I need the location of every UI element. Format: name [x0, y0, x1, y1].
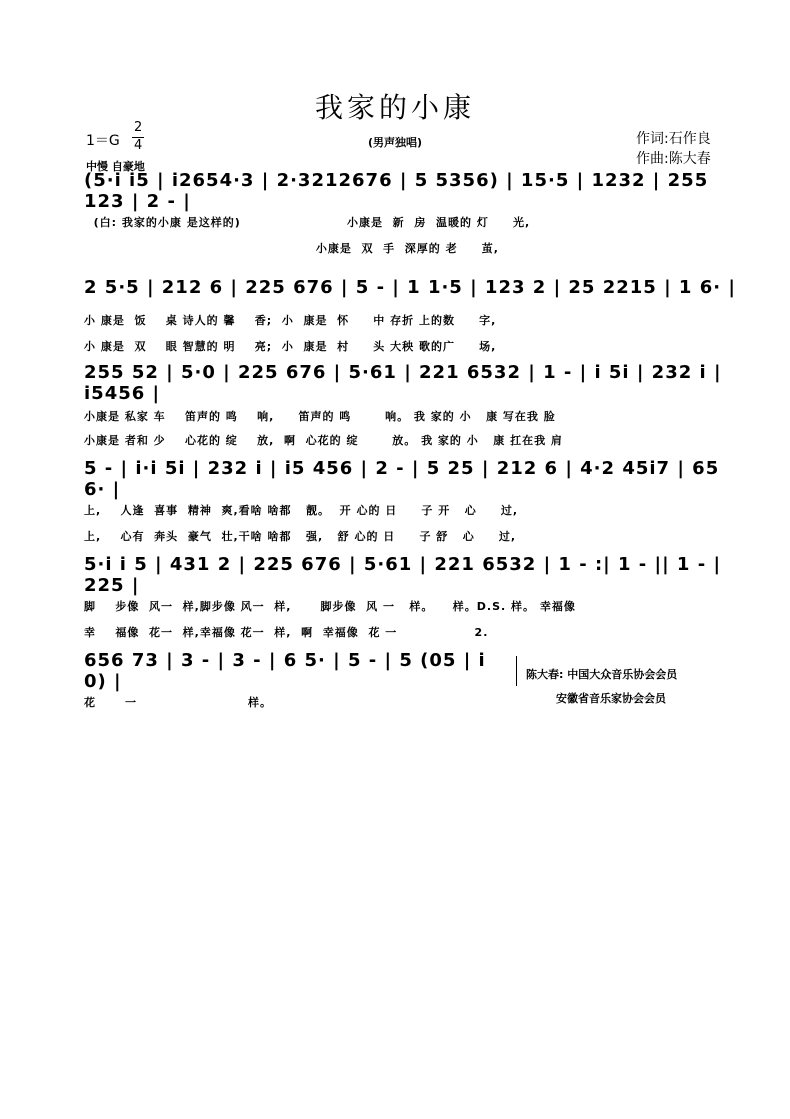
- composer-membership-2: 安徽省音乐家协会会员: [556, 692, 666, 705]
- notation-line: 2 5·5 | 212 6 | 225 676 | 5 - | 1 1·5 | 123 2 | 25 2215 | 1 6· |: [84, 276, 736, 298]
- score-row-2: [0, 272, 790, 306]
- time-signature-top: 2: [134, 120, 143, 135]
- composer-membership-1: 陈大春: 中国大众音乐协会会员: [526, 668, 678, 681]
- lyric-verse-1: 花 一 样。: [84, 696, 273, 709]
- tempo-marking: 中慢 自豪地: [86, 160, 145, 173]
- notation-line: 5 - | i·i 5i | 232 i | i5 456 | 2 - | 5 25 | 212 6 | 4·2 45i7 | 65 6· |: [84, 458, 720, 500]
- lyric-verse-1: 上, 人逢 喜事 精神 爽,看啥 啥都 靓。 开 心的 日 子 开 心 过,: [84, 504, 519, 517]
- score-row-5: [0, 554, 790, 596]
- lyric-verse-2: 小康是 双 手 深厚的 老 茧,: [84, 242, 499, 255]
- lyric-verse-1: 小康是 私家 车 笛声的 鸣 响, 笛声的 鸣 响。 我 家的 小 康 写在我 脸: [84, 410, 556, 423]
- score-row-4: [0, 458, 790, 500]
- notation-line: 656 73 | 3 - | 3 - | 6 5· | 5 - | 5 (05 | i 0) |: [84, 650, 486, 692]
- time-signature-bottom: 4: [134, 138, 143, 153]
- lyric-verse-2: 幸 福像 花一 样,幸福像 花一 样, 啊 幸福像 花 一 2.: [84, 626, 489, 639]
- notation-line: 255 52 | 5·0 | 225 676 | 5·61 | 221 6532 | 1 - | i 5i | 232 i | i5456 |: [84, 362, 722, 404]
- notation-line: (5·i i5 | i2654·3 | 2·3212676 | 5 5356) | 15·5 | 1232 | 255 123 | 2 - |: [84, 170, 709, 212]
- score-row-3: [0, 362, 790, 404]
- key-signature: 1＝G: [86, 133, 120, 149]
- lyric-verse-2: 小康是 者和 少 心花的 绽 放, 啊 心花的 绽 放。 我 家的 小 康 扛在我 肩: [84, 434, 563, 447]
- notation-line: 5·i i 5 | 431 2 | 225 676 | 5·61 | 221 6532 | 1 - :| 1 - || 1 - | 225 |: [84, 554, 722, 596]
- lyric-verse-1: 小 康是 饭 桌 诗人的 馨 香; 小 康是 怀 中 存折 上的数 字,: [84, 314, 497, 327]
- score-row-1: [0, 170, 790, 212]
- lyricist-credit: 作词:石作良: [636, 131, 711, 147]
- lyric-verse-1: (白: 我家的小康 是这样的) 小康是 新 房 温暖的 灯 光,: [84, 216, 531, 229]
- song-subtitle: (男声独唱): [367, 136, 423, 149]
- lyric-verse-2: 小 康是 双 眼 智慧的 明 亮; 小 康是 村 头 大秧 歌的广 场,: [84, 340, 497, 353]
- lyric-verse-1: 脚 步像 风一 样,脚步像 风一 样, 脚步像 风 一 样。 样。D.S. 样。 幸福像: [84, 600, 576, 613]
- lyric-verse-2: 上, 心有 奔头 豪气 壮,干啥 啥都 强, 舒 心的 日 子 舒 心 过,: [84, 530, 517, 543]
- song-title: 我家的小康: [314, 91, 475, 124]
- footer-divider: [516, 656, 517, 686]
- composer-credit: 作曲:陈大春: [636, 151, 711, 167]
